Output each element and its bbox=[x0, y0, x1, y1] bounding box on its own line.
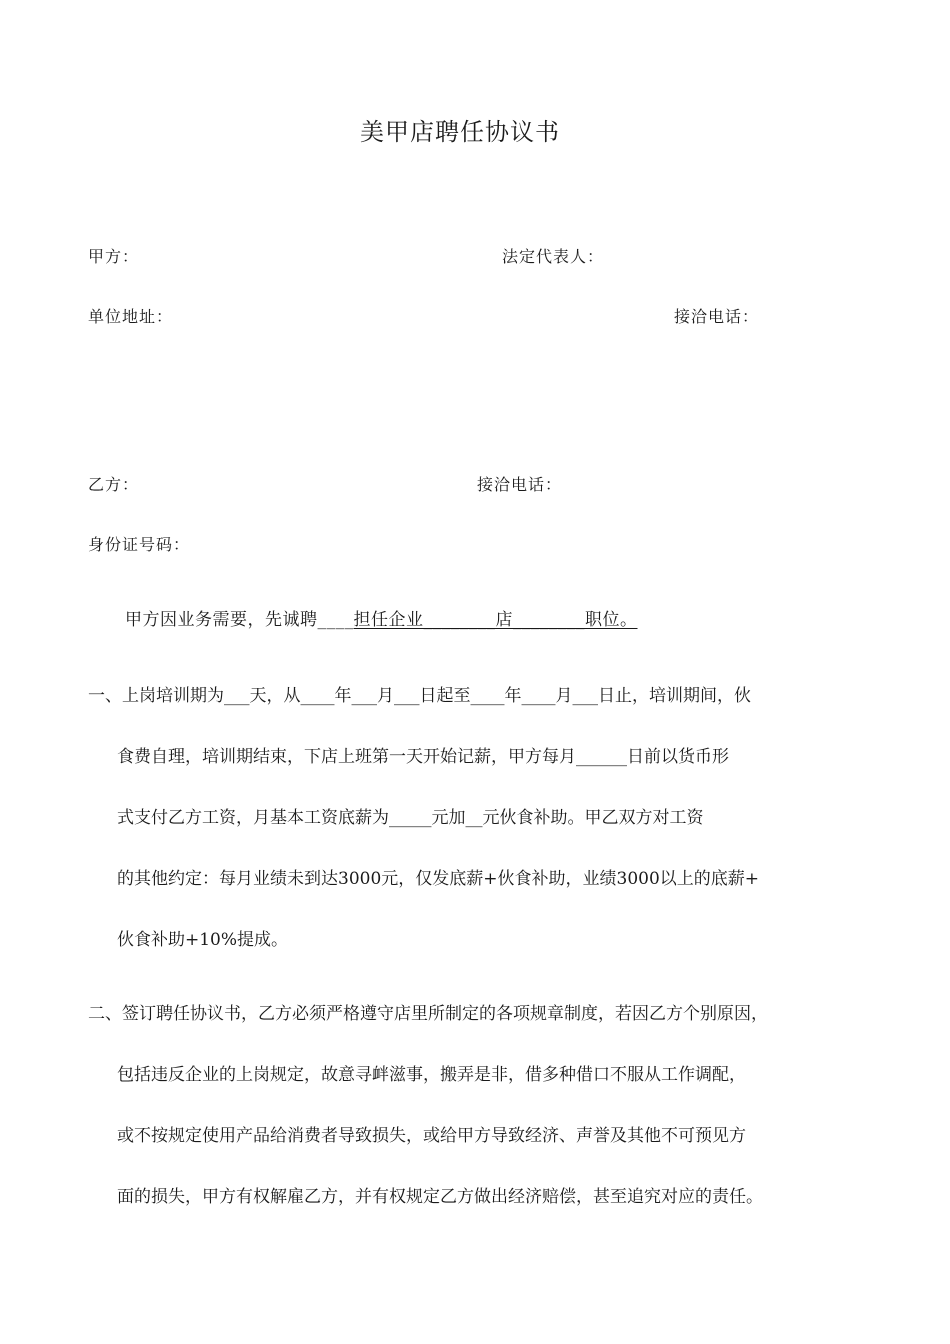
party-a-label: 甲方： bbox=[88, 247, 140, 266]
clause-1-line: 食费自理，培训期结束，下店上班第一天开始记薪，甲方每月______日前以货币形 bbox=[117, 747, 729, 767]
clause-1-line: 式支付乙方工资，月基本工资底薪为_____元加__元伙食补助。甲乙双方对工资 bbox=[117, 808, 704, 828]
party-b-phone-label: 接洽电话： bbox=[477, 475, 563, 494]
party-b-label: 乙方： bbox=[88, 475, 140, 494]
clause-2-line: 二、签订聘任协议书，乙方必须严格遵守店里所制定的各项规章制度，若因乙方个别原因， bbox=[88, 1004, 768, 1024]
intro-text-1: 甲方因业务需要，先诚聘 bbox=[125, 610, 318, 630]
party-a-phone-label: 接洽电话： bbox=[674, 307, 760, 326]
clause-1-line: 的其他约定：每月业绩未到达3000元，仅发底薪+伙食补助，业绩3000以上的底薪+ bbox=[117, 869, 760, 889]
clause-2 bbox=[88, 1001, 768, 1245]
intro-blank-2: ________店________职位。 bbox=[423, 610, 638, 630]
intro-text-2: 担任企业 bbox=[353, 610, 424, 630]
clause-1 bbox=[88, 683, 759, 988]
intro-blank-1: ____ bbox=[317, 610, 354, 630]
party-a-address-label: 单位地址： bbox=[88, 307, 174, 326]
intro-paragraph bbox=[125, 605, 638, 630]
clause-2-line: 或不按规定使用产品给消费者导致损失，或给甲方导致经济、声誉及其他不可预见方 bbox=[117, 1126, 746, 1146]
clause-2-line: 包括违反企业的上岗规定，故意寻衅滋事，搬弄是非，借多种借口不服从工作调配， bbox=[117, 1065, 746, 1085]
party-a-legal-rep-label: 法定代表人： bbox=[502, 247, 605, 266]
party-b-id-label: 身份证号码： bbox=[88, 535, 191, 554]
document-title: 美甲店聘任协议书 bbox=[360, 118, 560, 146]
clause-1-line: 伙食补助+10%提成。 bbox=[117, 930, 289, 950]
clause-1-line: 一、上岗培训期为___天，从____年___月___日起至____年____月___日止，培训期间，伙 bbox=[88, 686, 751, 706]
clause-2-line: 面的损失，甲方有权解雇乙方，并有权规定乙方做出经济赔偿，甚至追究对应的责任。 bbox=[117, 1187, 763, 1207]
